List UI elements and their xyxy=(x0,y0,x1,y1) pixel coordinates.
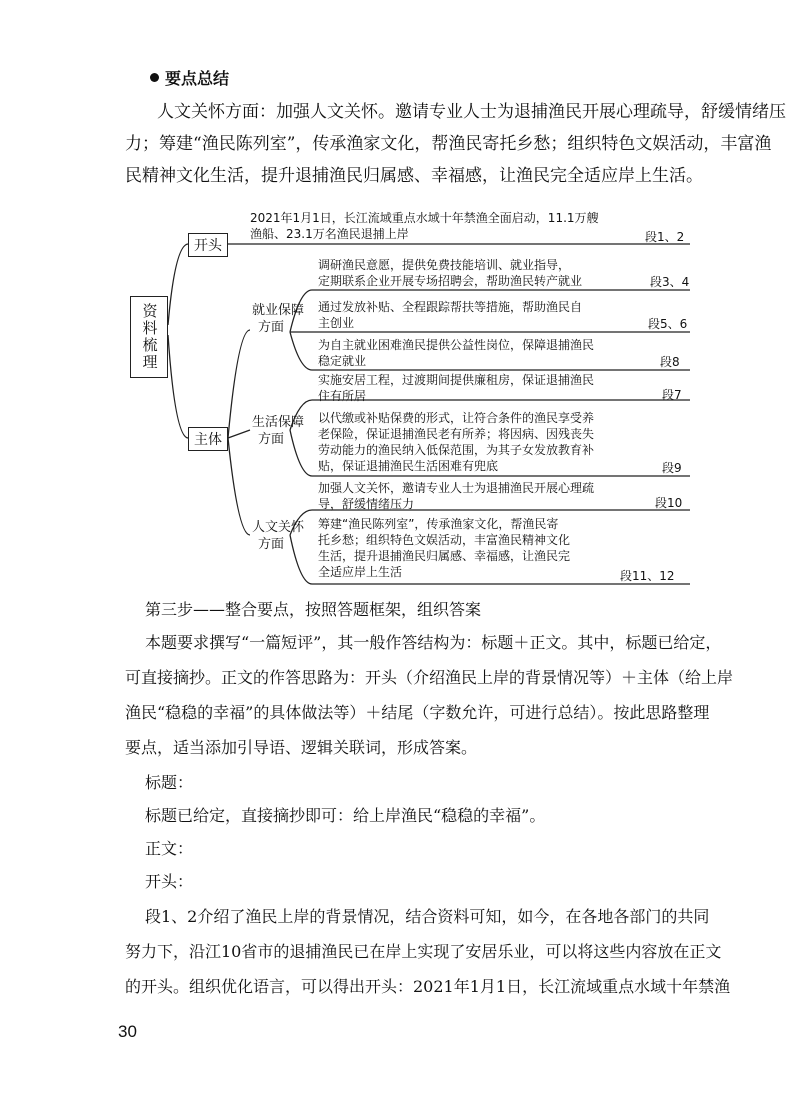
item-line: 住有所居 xyxy=(318,389,367,403)
kaitou-line: 2021年1月1日，长江流域重点水域十年禁渔全面启动，11.1万艘 xyxy=(250,211,599,225)
group-label-line: 就业保障 xyxy=(252,303,305,318)
item-line: 贴，保证退捕渔民生活困难有兜底 xyxy=(318,459,499,473)
open-line: 努力下，沿江10省市的退捕渔民已在岸上实现了安居乐业，可以将这些内容放在正文 xyxy=(125,942,722,961)
kaitou-label: 开头 xyxy=(194,238,222,254)
shenghuo-item1-ref: 段7 xyxy=(662,388,682,402)
item-line: 稳定就业 xyxy=(318,354,367,368)
kaitou-ref: 段1、2 xyxy=(645,230,685,244)
kaitou-line: 渔船、23.1万名渔民退捕上岸 xyxy=(250,227,409,241)
step3-line: 本题要求撰写“一篇短评”，其一般作答结构为：标题＋正文。其中，标题已给定， xyxy=(145,633,722,652)
page-number: 30 xyxy=(118,1022,137,1041)
item-line: 老保险，保证退捕渔民老有所养；将因病、因残丧失 xyxy=(318,427,595,441)
item-line: 加强人文关怀，邀请专业人士为退捕渔民开展心理疏 xyxy=(318,481,595,495)
label-open: 开头： xyxy=(145,872,194,891)
group-label-line: 方面 xyxy=(258,537,285,552)
shenghuo-item2-ref: 段9 xyxy=(662,461,682,475)
step3-section xyxy=(125,0,786,1111)
item-line: 定期联系企业开展专场招聘会，帮助渔民转产就业 xyxy=(318,274,583,288)
renwen-item1-ref: 段10 xyxy=(655,496,683,510)
intro-line: 人文关怀方面：加强人文关怀。邀请专业人士为退捕渔民开展心理疏导，舒缓情绪压 xyxy=(157,102,786,122)
step3-line: 渔民“稳稳的幸福”的具体做法等）＋结尾（字数允许，可进行总结）。按此思路整理 xyxy=(125,703,710,722)
item-line: 为自主就业困难渔民提供公益性岗位，保障退捕渔民 xyxy=(318,338,595,352)
section-title: 要点总结 xyxy=(165,69,230,88)
intro-line: 力；筹建“渔民陈列室”，传承渔家文化，帮渔民寄托乡愁；组织特色文娱活动，丰富渔 xyxy=(125,134,772,154)
item-line: 以代缴或补贴保费的形式，让符合条件的渔民享受养 xyxy=(318,411,595,425)
open-line: 段1、2介绍了渔民上岸的背景情况，结合资料可知，如今，在各地各部门的共同 xyxy=(145,907,710,926)
item-line: 调研渔民意愿，提供免费技能培训、就业指导， xyxy=(318,258,571,272)
item-line: 托乡愁；组织特色文娱活动，丰富渔民精神文化 xyxy=(318,533,571,547)
item-line: 生活，提升退捕渔民归属感、幸福感，让渔民完 xyxy=(318,549,571,563)
jiuye-item2-ref: 段5、6 xyxy=(648,317,688,331)
item-line: 主创业 xyxy=(318,316,355,330)
step3-title: 第三步——整合要点，按照答题框架，组织答案 xyxy=(145,600,482,619)
jiuye-item3-ref: 段8 xyxy=(660,355,680,369)
zhuti-label: 主体 xyxy=(194,432,222,448)
item-line: 全适应岸上生活 xyxy=(318,565,403,579)
step3-line: 要点，适当添加引导语、逻辑关联词，形成答案。 xyxy=(125,738,478,757)
open-line: 的开头。组织优化语言，可以得出开头：2021年1月1日，长江流域重点水域十年禁渔 xyxy=(125,977,731,996)
item-line: 劳动能力的渔民纳入低保范围，为其子女发放教育补 xyxy=(318,443,595,457)
renwen-item2-ref: 段11、12 xyxy=(620,569,675,583)
item-line: 实施安居工程，过渡期间提供廉租房，保证退捕渔民 xyxy=(318,373,595,387)
title-text: 标题已给定，直接摘抄即可：给上岸渔民“稳稳的幸福”。 xyxy=(145,806,546,825)
group-label-line: 方面 xyxy=(258,432,285,447)
root-label: 资料梳理 xyxy=(140,303,159,371)
label-body: 正文： xyxy=(145,839,194,858)
group-label-line: 方面 xyxy=(258,320,285,335)
group-label-line: 生活保障 xyxy=(252,415,305,430)
item-line: 通过发放补贴、全程跟踪帮扶等措施，帮助渔民自 xyxy=(318,300,583,314)
step3-line: 可直接摘抄。正文的作答思路为：开头（介绍渔民上岸的背景情况等）＋主体（给上岸 xyxy=(125,668,734,687)
item-line: 导，舒缓情绪压力 xyxy=(318,497,415,511)
jiuye-item1-ref: 段3、4 xyxy=(650,275,690,289)
item-line: 筹建“渔民陈列室”，传承渔家文化，帮渔民寄 xyxy=(318,517,559,531)
group-label-line: 人文关怀 xyxy=(252,520,305,535)
intro-line: 民精神文化生活，提升退捕渔民归属感、幸福感，让渔民完全适应岸上生活。 xyxy=(125,166,703,186)
label-title: 标题： xyxy=(145,773,194,792)
